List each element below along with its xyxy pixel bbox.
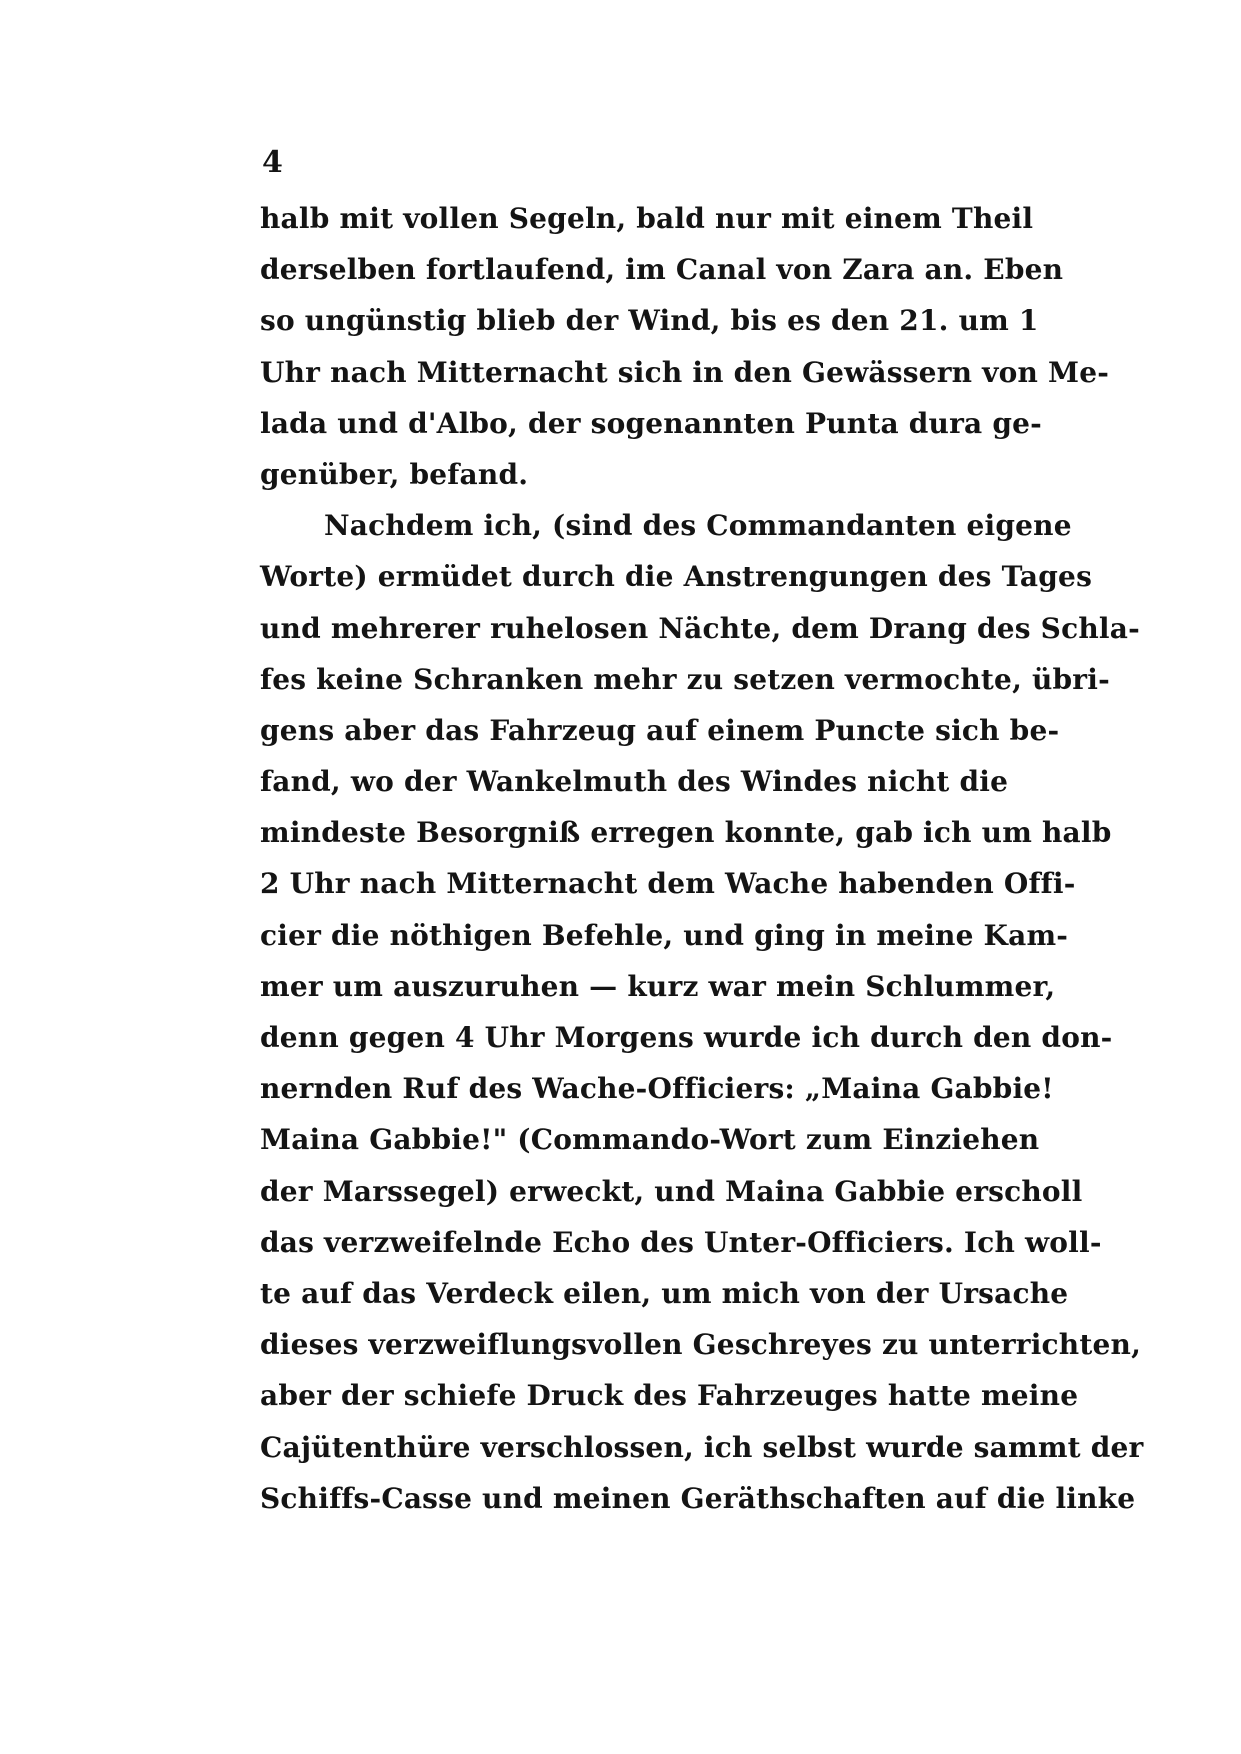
body-text — [260, 193, 1144, 1524]
text-line: te auf das Verdeck eilen, um mich von der Ursache — [260, 1276, 1069, 1310]
text-line: cier die nöthigen Befehle, und ging in meine Kam- — [260, 918, 1069, 952]
text-line: Maina Gabbie!" (Commando-Wort zum Einziehen — [260, 1123, 1040, 1157]
page-number: 4 — [262, 145, 283, 180]
text-line: aber der schiefe Druck des Fahrzeuges hatte meine — [260, 1379, 1079, 1413]
text-line: Schiffs-Casse und meinen Geräthschaften auf die linke — [260, 1481, 1136, 1515]
text-line: Uhr nach Mitternacht sich in den Gewässern von Me- — [260, 355, 1110, 389]
text-line: nernden Ruf des Wache-Officiers: „Maina Gabbie! — [260, 1072, 1054, 1106]
text-line: halb mit vollen Segeln, bald nur mit einem Theil — [260, 202, 1034, 235]
text-line: und mehrerer ruhelosen Nächte, dem Drang des Schla- — [260, 611, 1140, 645]
text-line: so ungünstig blieb der Wind, bis es den 21. um 1 — [260, 304, 1039, 338]
text-line: denn gegen 4 Uhr Morgens wurde ich durch den don- — [260, 1021, 1113, 1054]
text-line: Worte) ermüdet durch die Anstrengungen des Tages — [260, 560, 1093, 594]
text-line: mer um auszuruhen — kurz war mein Schlummer, — [260, 969, 1056, 1003]
text-line: Nachdem ich, (sind des Commandanten eigene — [324, 509, 1072, 543]
text-line: der Marssegel) erweckt, und Maina Gabbie erscholl — [260, 1174, 1083, 1208]
text-line: mindeste Besorgniß erregen konnte, gab ich um halb — [260, 816, 1112, 850]
text-line: lada und d'Albo, der sogenannten Punta dura ge- — [260, 406, 1042, 440]
text-line: gens aber das Fahrzeug auf einem Puncte sich be- — [260, 713, 1060, 747]
text-line: derselben fortlaufend, im Canal von Zara an. Eben — [260, 253, 1064, 287]
text-line: dieses verzweiflungsvollen Geschreyes zu unterrichten, — [260, 1328, 1142, 1362]
text-line: 2 Uhr nach Mitternacht dem Wache habenden Offi- — [260, 867, 1076, 901]
text-line: fand, wo der Wankelmuth des Windes nicht die — [260, 765, 1009, 799]
text-line: fes keine Schranken mehr zu setzen vermochte, übri- — [260, 662, 1110, 696]
text-line: das verzweifelnde Echo des Unter-Officiers. Ich woll- — [260, 1225, 1102, 1259]
text-line: genüber, befand. — [260, 457, 529, 491]
text-line: Cajütenthüre verschlossen, ich selbst wurde sammt der — [260, 1430, 1144, 1464]
